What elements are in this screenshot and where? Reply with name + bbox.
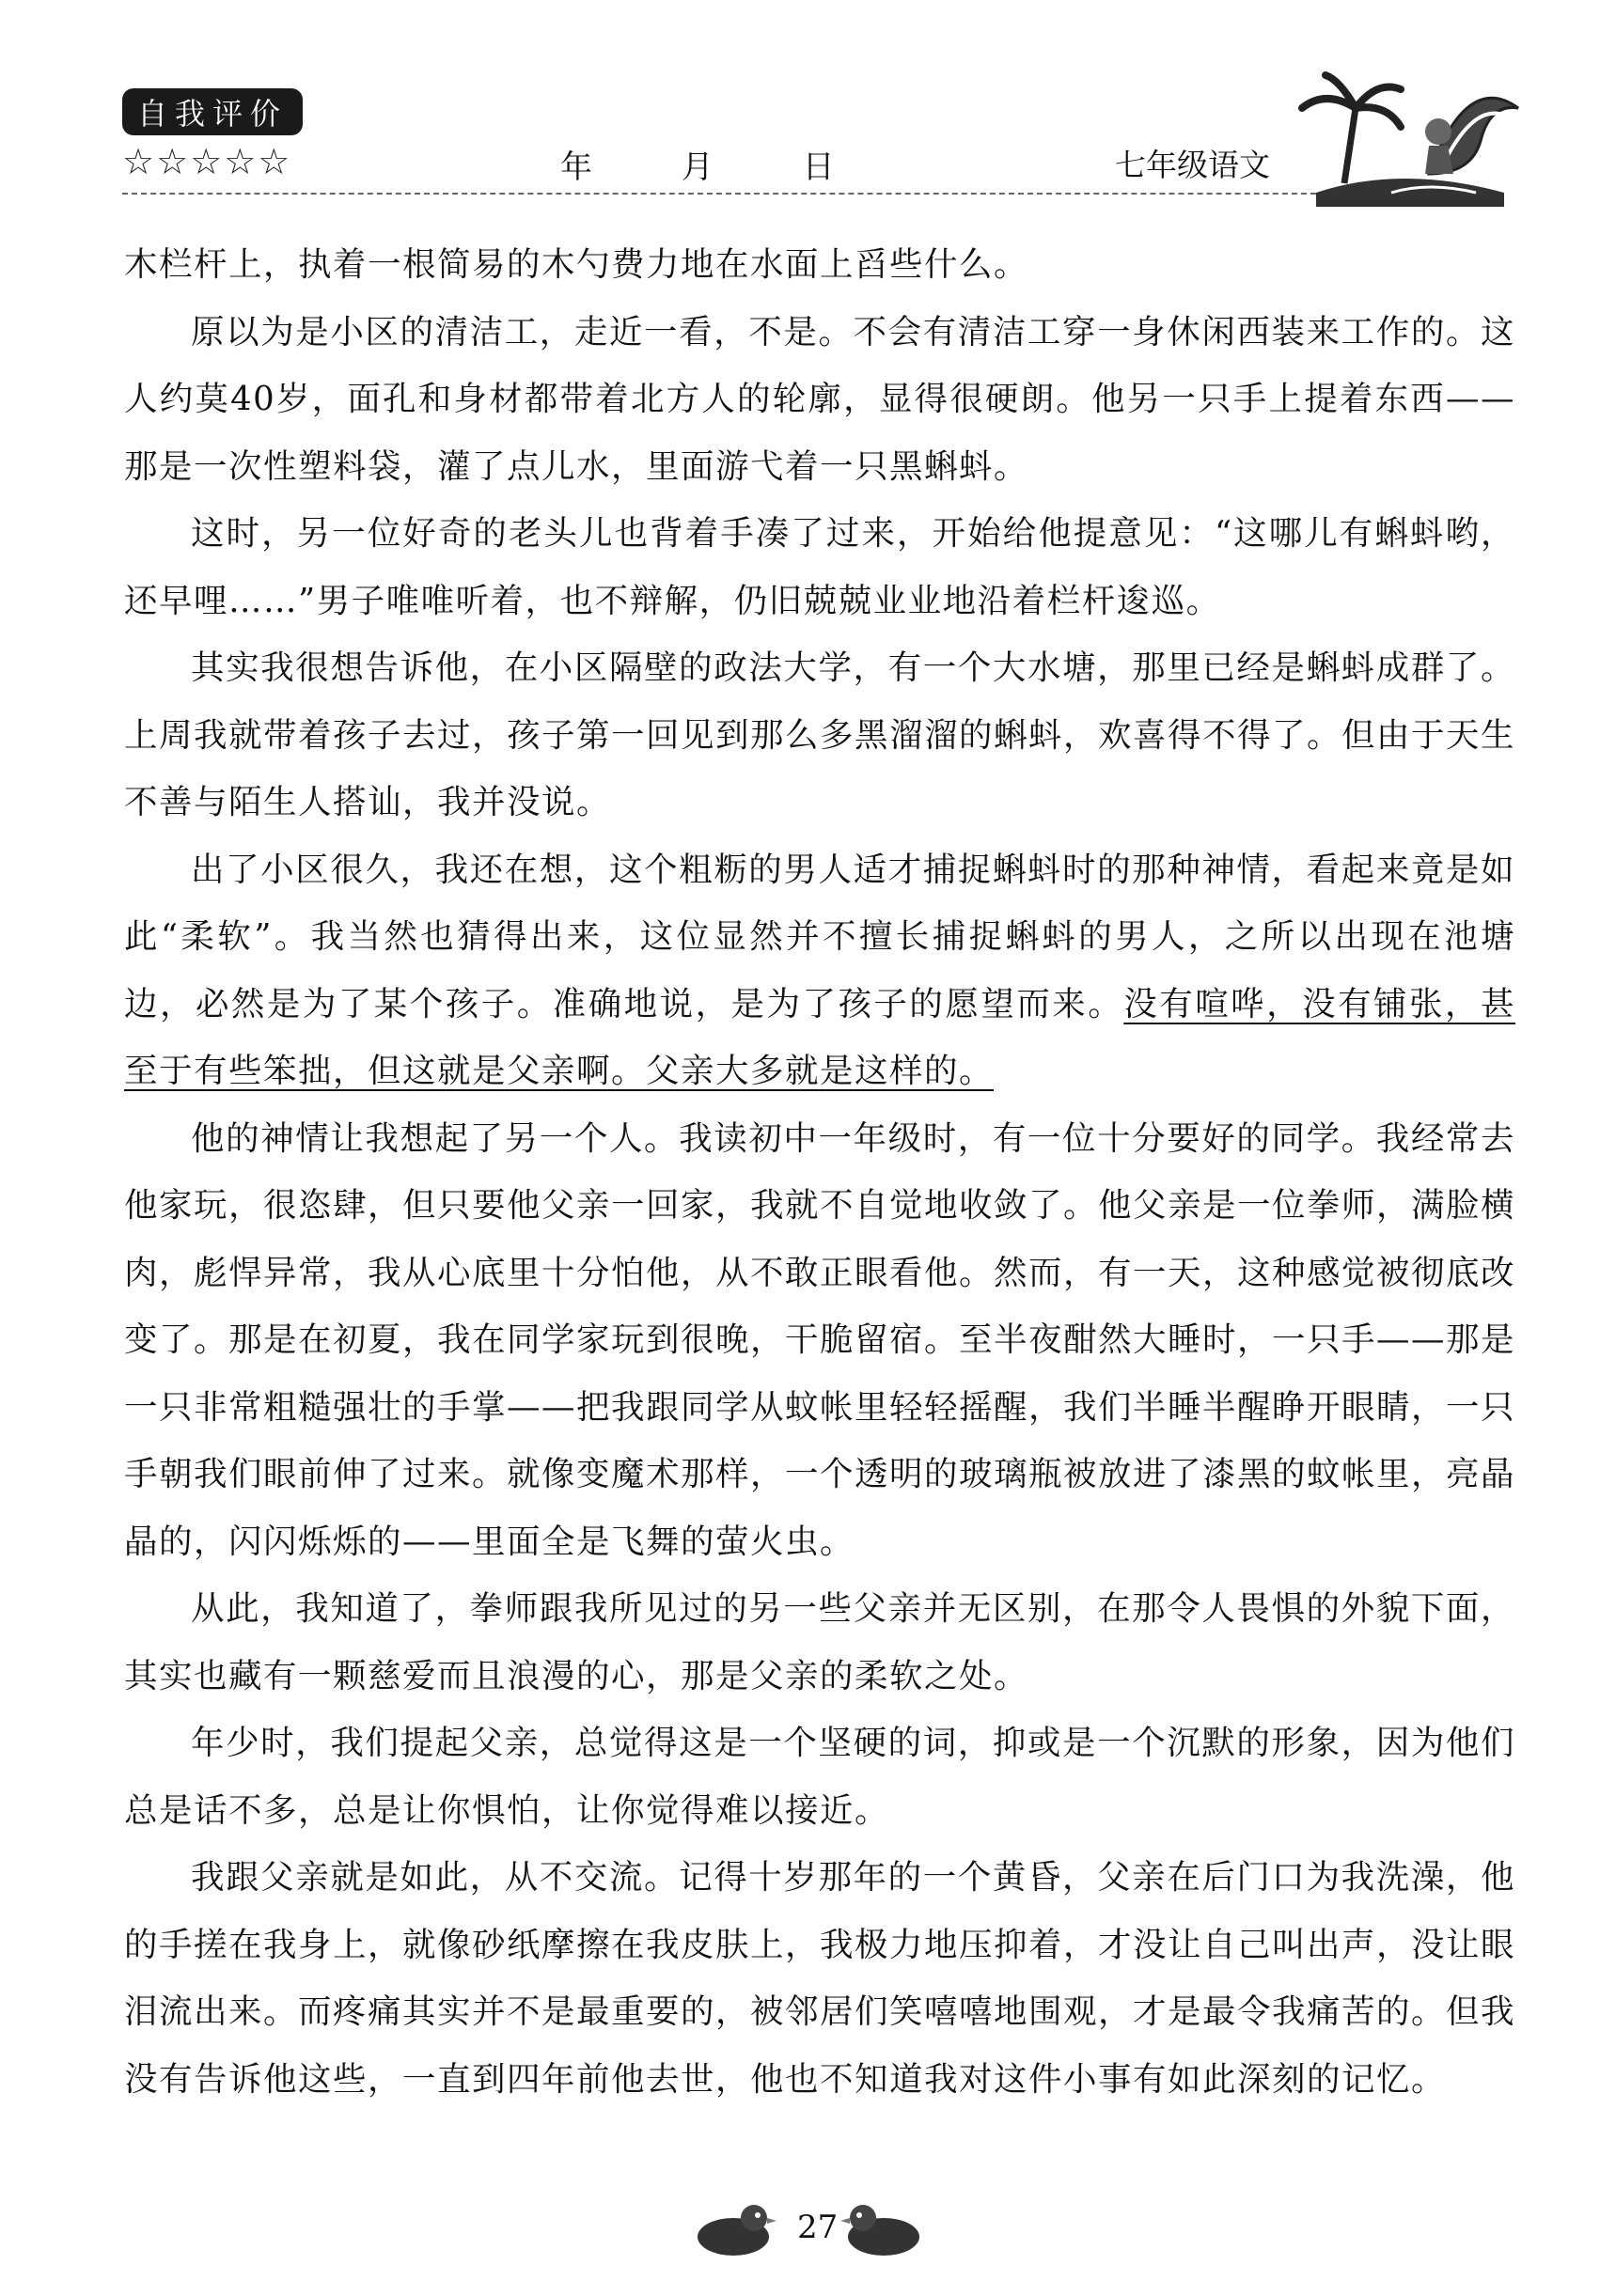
paragraph-4: 其实我很想告诉他，在小区隔壁的政法大学，有一个大水塘，那里已经是蝌蚪成群了。上周我就带着孩子去过，孩子第一回见到那么多黑溜溜的蝌蚪，欢喜得不得了。但由于天生不善与陌生人搭讪，我并没说。: [124, 648, 1516, 821]
paragraph-2: 原以为是小区的清洁工，走近一看，不是。不会有清洁工穿一身休闲西装来工作的。这人约莫40岁，面孔和身材都带着北方人的轮廓，显得很硬朗。他另一只手上提着东西——那是一次性塑料袋，灌了点儿水，里面游弋着一只黑蝌蚪。: [124, 312, 1515, 486]
paragraph-6: 他的神情让我想起了另一个人。我读初中一年级时，有一位十分要好的同学。我经常去他家玩，很恣肆，但只要他父亲一回家，我就不自觉地收敛了。他父亲是一位拳师，满脸横肉，彪悍异常，我从心底里十分怕他，从不敢正眼看他。然而，有一天，这种感觉被彻底改变了。那是在初夏，我在同学家玩到很晚，干脆留宿。至半夜酣然大睡时，一只手——那是一只非常粗糙强壮的手掌——把我跟同学从蚊帐里轻轻摇醒，我们半睡半醒睁开眼睛，一只手朝我们眼前伸了过来。就像变魔术那样，一个透明的玻璃瓶被放进了漆黑的蚊帐里，亮晶晶的，闪闪烁烁的——里面全是飞舞的萤火虫。: [124, 1118, 1516, 1561]
paragraph-5-text: 出了小区很久，我还在想，这个粗粝的男人适才捕捉蝌蚪时的那种神情，看起来竟是如此“柔软”。我当然也猜得出来，这位显然并不擅长捕捉蝌蚪的男人，之所以出现在池塘边，必然是为了某个孩子。准确地说，是为了孩子的愿望而来。: [124, 850, 1515, 1023]
month-label: 月: [681, 148, 714, 186]
self-evaluation-badge: 自我评价: [122, 88, 303, 135]
page-number: 27: [797, 2209, 839, 2246]
grade-subject-label: 七年级语文: [1115, 147, 1270, 183]
paragraph-1: 木栏杆上，执着一根简易的木勺费力地在水面上舀些什么。: [124, 245, 1029, 284]
date-line: [560, 141, 914, 187]
paragraph-8: 年少时，我们提起父亲，总觉得这是一个坚硬的词，抑或是一个沉默的形象，因为他们总是话不多，总是让你惧怕，让你觉得难以接近。: [124, 1724, 1515, 1830]
paragraph-5: [124, 836, 1515, 1105]
page-header: [0, 0, 1600, 202]
paragraph-9: 我跟父亲就是如此，从不交流。记得十岁那年的一个黄昏，父亲在后门口为我洗澡，他的手搓在我身上，就像砂纸摩擦在我皮肤上，我极力地压抑着，才没让自己叫出声，没让眼泪流出来。而疼痛其实并不是最重要的，被邻居们笑嘻嘻地围观，才是最令我痛苦的。但我没有告诉他这些，一直到四年前他去世，他也不知道我对这件小事有如此深刻的记忆。: [124, 1858, 1516, 2099]
header-divider: [122, 193, 1325, 195]
rating-stars: ☆☆☆☆☆: [122, 141, 292, 182]
article-body: [124, 231, 1515, 2113]
underlined-sentence: 没有喧哗，没有铺张，甚至于有些笨拙，但这就是父亲啊。父亲大多就是这样的。: [124, 984, 1515, 1090]
year-label: 年: [560, 148, 592, 186]
day-label: 日: [802, 148, 835, 186]
island-illustration-icon: [1288, 52, 1523, 207]
paragraph-3: 这时，另一位好奇的老头儿也背着手凑了过来，开始给他提意见：“这哪儿有蝌蚪哟，还早哩……”男子唯唯听着，也不辩解，仍旧兢兢业业地沿着栏杆逡巡。: [124, 514, 1515, 620]
paragraph-7: 从此，我知道了，拳师跟我所见过的另一些父亲并无区别，在那令人畏惧的外貌下面，其实也藏有一颗慈爱而且浪漫的心，那是父亲的柔软之处。: [124, 1589, 1515, 1695]
